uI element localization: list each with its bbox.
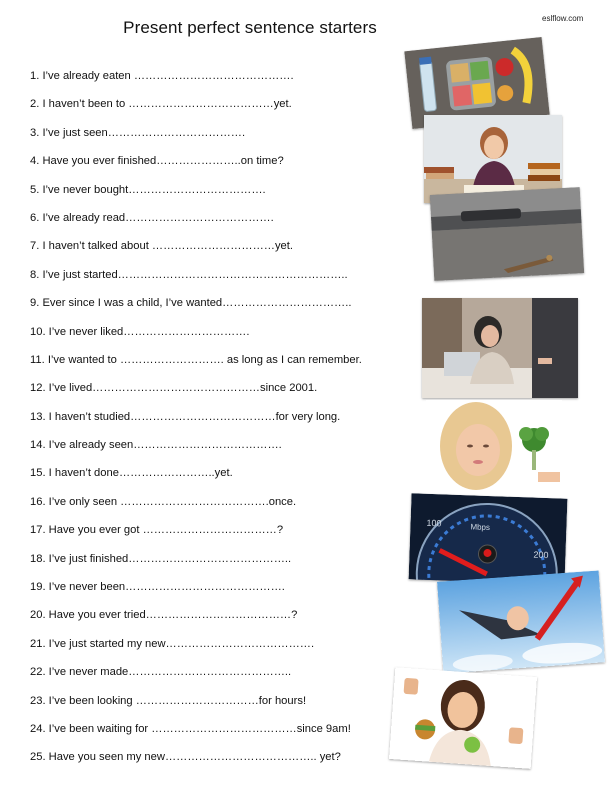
sentence-item: 6. I’ve already read…………………………………. [30,211,274,224]
sentence-item: 7. I haven’t talked about ……………………………yet. [30,240,293,253]
sentence-item: 5. I’ve never bought………………………………. [30,183,266,196]
road-photo [430,187,584,281]
sentence-item: 21. I’ve just started my new…………………………………. [30,637,315,650]
sentence-item: 11. I’ve wanted to ………………………. as long as I can remember. [30,353,362,366]
sentence-item: 22. I’ve never made…………………………………….. [30,666,292,679]
sentence-item: 12. I’ve lived………………………………………since 2001. [30,382,318,395]
page-title: Present perfect sentence starters [123,18,377,37]
sentence-item: 19. I’ve never been……………………………………. [30,581,285,594]
girl-broccoli-photo [426,400,562,492]
sentence-item: 25. Have you seen my new………………………………….. yet? [30,751,341,764]
gauge-label: 200 [533,549,549,561]
skydiver-photo [437,570,605,673]
office-stress-photo [422,298,578,398]
sentence-item: 13. I haven’t studied…………………………………for very long. [30,410,341,423]
sentence-item: 8. I’ve just started…………………………………………………….. [30,268,348,281]
sentence-item: 20. Have you ever tried…………………………………? [30,609,298,622]
sentence-item: 18. I’ve just finished…………………………………….. [30,552,292,565]
woman-food-photo [389,667,537,769]
sentence-list [30,62,362,772]
sentence-item: 4. Have you ever finished…………………..on time? [30,155,284,168]
sentence-item: 14. I’ve already seen…………………………………. [30,439,282,452]
speedometer-photo [409,493,568,584]
sentence-item: 2. I haven’t been to …………………………………yet. [30,98,292,111]
sentence-item: 16. I’ve only seen ………………………………….once. [30,495,297,508]
gauge-label: Mbps [470,522,491,533]
sentence-item: 23. I’ve been looking ……………………………for hours! [30,694,307,707]
sentence-item: 24. I’ve been waiting for …………………………………since 9am! [30,722,351,735]
sentence-item: 10. I’ve never liked……………………………. [30,325,250,338]
sentence-item: 3. I’ve just seen………………………………. [30,126,246,139]
gauge-label: 100 [426,517,442,529]
sentence-item: 15. I haven’t done……………………..yet. [30,467,233,480]
site-label: eslflow.com [542,14,584,23]
sentence-item: 17. Have you ever got ………………………………? [30,524,284,537]
sentence-item: 1. I’ve already eaten ……………………………………. [30,70,294,82]
sentence-item: 9. Ever since I was a child, I’ve wanted…………………………….. [30,297,352,310]
